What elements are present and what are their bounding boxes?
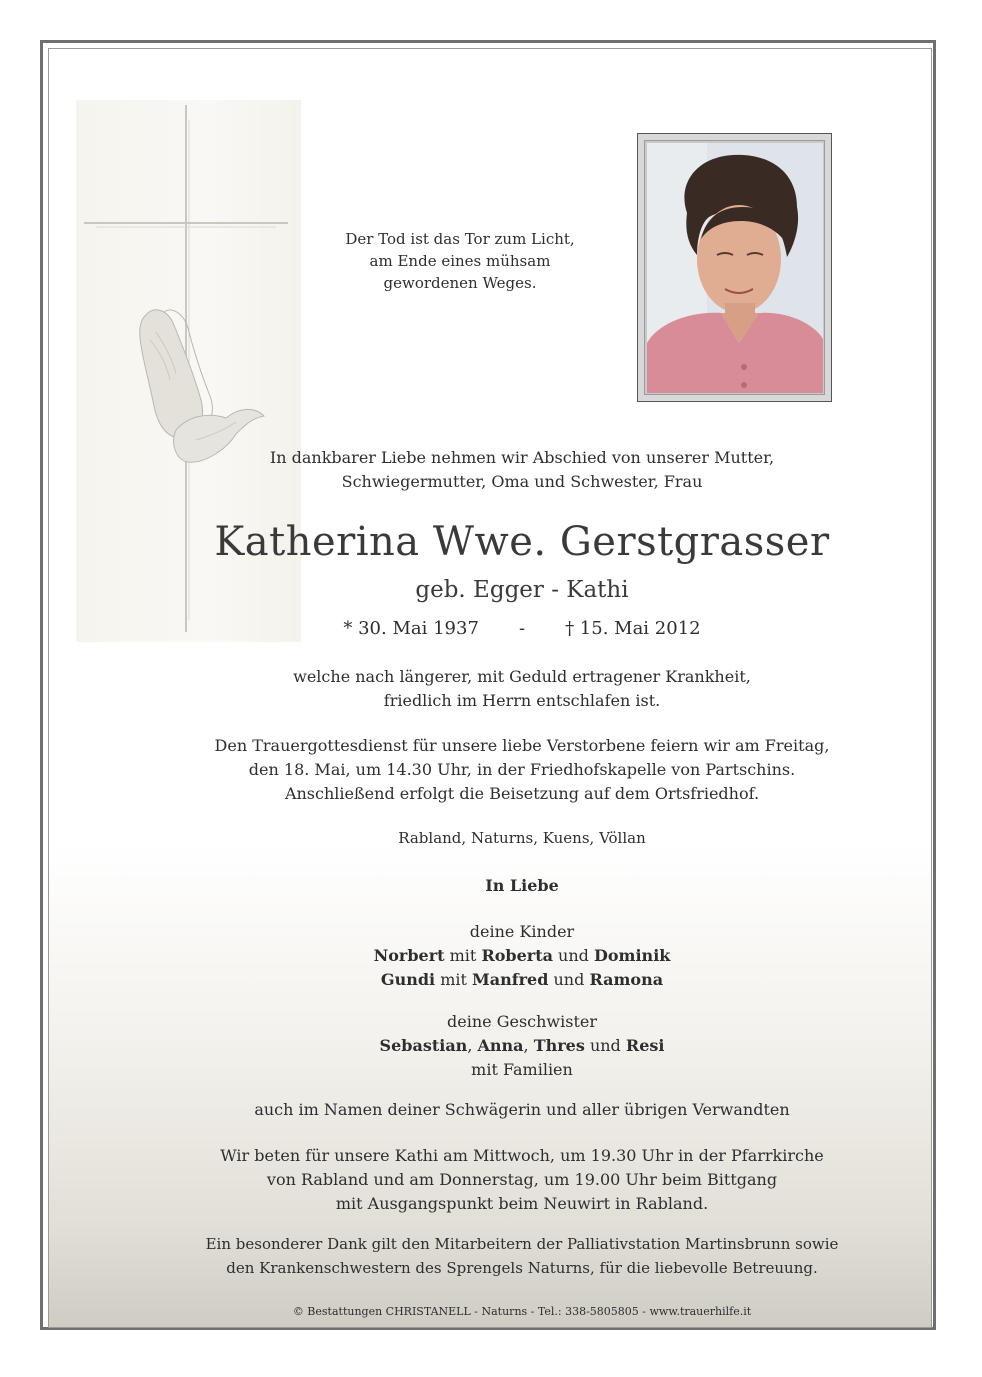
funeral-line: Anschließend erfolgt die Beisetzung auf dem Ortsfriedhof. (284, 784, 760, 803)
grandchild-name: Ramona (589, 970, 664, 989)
in-love: In Liebe (485, 876, 559, 895)
siblings-row (162, 1034, 882, 1058)
sibling-name: Resi (625, 1036, 665, 1055)
child-name: Norbert (373, 946, 445, 965)
connector: , (467, 1036, 478, 1055)
connector: , (523, 1036, 534, 1055)
children-block (162, 920, 882, 992)
illness-block (162, 665, 882, 713)
thanks-block (162, 1232, 882, 1280)
intro-block (162, 446, 882, 494)
connector: und (548, 970, 590, 989)
siblings-block (162, 1010, 882, 1082)
portrait-photo (647, 143, 823, 393)
quote-line: am Ende eines mühsam (369, 252, 551, 270)
prayer-line: von Rabland und am Donnerstag, um 19.00 Uhr beim Bittgang (266, 1170, 778, 1189)
intro-line: In dankbarer Liebe nehmen wir Abschied von unserer Mutter, (269, 448, 775, 467)
connector: und (552, 946, 594, 965)
footer-credit: © Bestattungen CHRISTANELL - Naturns - Tel.: 338-5805805 - www.trauerhilfe.it (292, 1305, 752, 1318)
portrait-woman-icon (647, 143, 823, 393)
partner-name: Manfred (472, 970, 549, 989)
quote-line: gewordenen Weges. (383, 274, 537, 292)
illness-line: friedlich im Herrn entschlafen ist. (383, 691, 661, 710)
children-heading: deine Kinder (469, 922, 575, 941)
siblings-heading: deine Geschwister (447, 1012, 597, 1031)
funeral-line: Den Trauergottesdienst für unsere liebe Verstorbene feiern wir am Freitag, (214, 736, 830, 755)
funeral-line: den 18. Mai, um 14.30 Uhr, in der Friedhofskapelle von Partschins. (248, 760, 796, 779)
prayer-line: Wir beten für unsere Kathi am Mittwoch, um 19.30 Uhr in der Pfarrkirche (220, 1146, 824, 1165)
relatives-line: auch im Namen deiner Schwägerin und aller übrigen Verwandten (254, 1100, 790, 1119)
thanks-line: Ein besonderer Dank gilt den Mitarbeitern der Palliativstation Martinsbrunn sowie (205, 1235, 839, 1253)
intro-line: Schwiegermutter, Oma und Schwester, Frau (341, 472, 703, 491)
portrait-frame (637, 133, 832, 402)
birth-name: geb. Egger - Kathi (415, 577, 629, 603)
quote-line: Der Tod ist das Tor zum Licht, (345, 230, 575, 248)
life-dates: * 30. Mai 1937 - † 15. Mai 2012 (343, 618, 701, 639)
deceased-name: Katherina Wwe. Gerstgrasser (214, 519, 830, 565)
sibling-name: Sebastian (379, 1036, 468, 1055)
connector: mit (435, 970, 473, 989)
children-row (162, 968, 882, 992)
siblings-families: mit Familien (471, 1060, 573, 1079)
thanks-line: den Krankenschwestern des Sprengels Naturns, für die liebevolle Betreuung. (226, 1259, 818, 1277)
child-name: Gundi (380, 970, 436, 989)
connector: mit (444, 946, 482, 965)
illness-line: welche nach längerer, mit Geduld ertragener Krankheit, (293, 667, 751, 686)
grandchild-name: Dominik (594, 946, 671, 965)
funeral-block (162, 734, 882, 806)
quote-block (300, 228, 620, 294)
prayer-line: mit Ausgangspunkt beim Neuwirt in Rabland. (335, 1194, 709, 1213)
partner-name: Roberta (481, 946, 553, 965)
sibling-name: Anna (477, 1036, 524, 1055)
sibling-name: Thres (533, 1036, 585, 1055)
children-row (162, 944, 882, 968)
prayer-block (162, 1144, 882, 1216)
places: Rabland, Naturns, Kuens, Völlan (398, 829, 646, 847)
connector: und (584, 1036, 626, 1055)
